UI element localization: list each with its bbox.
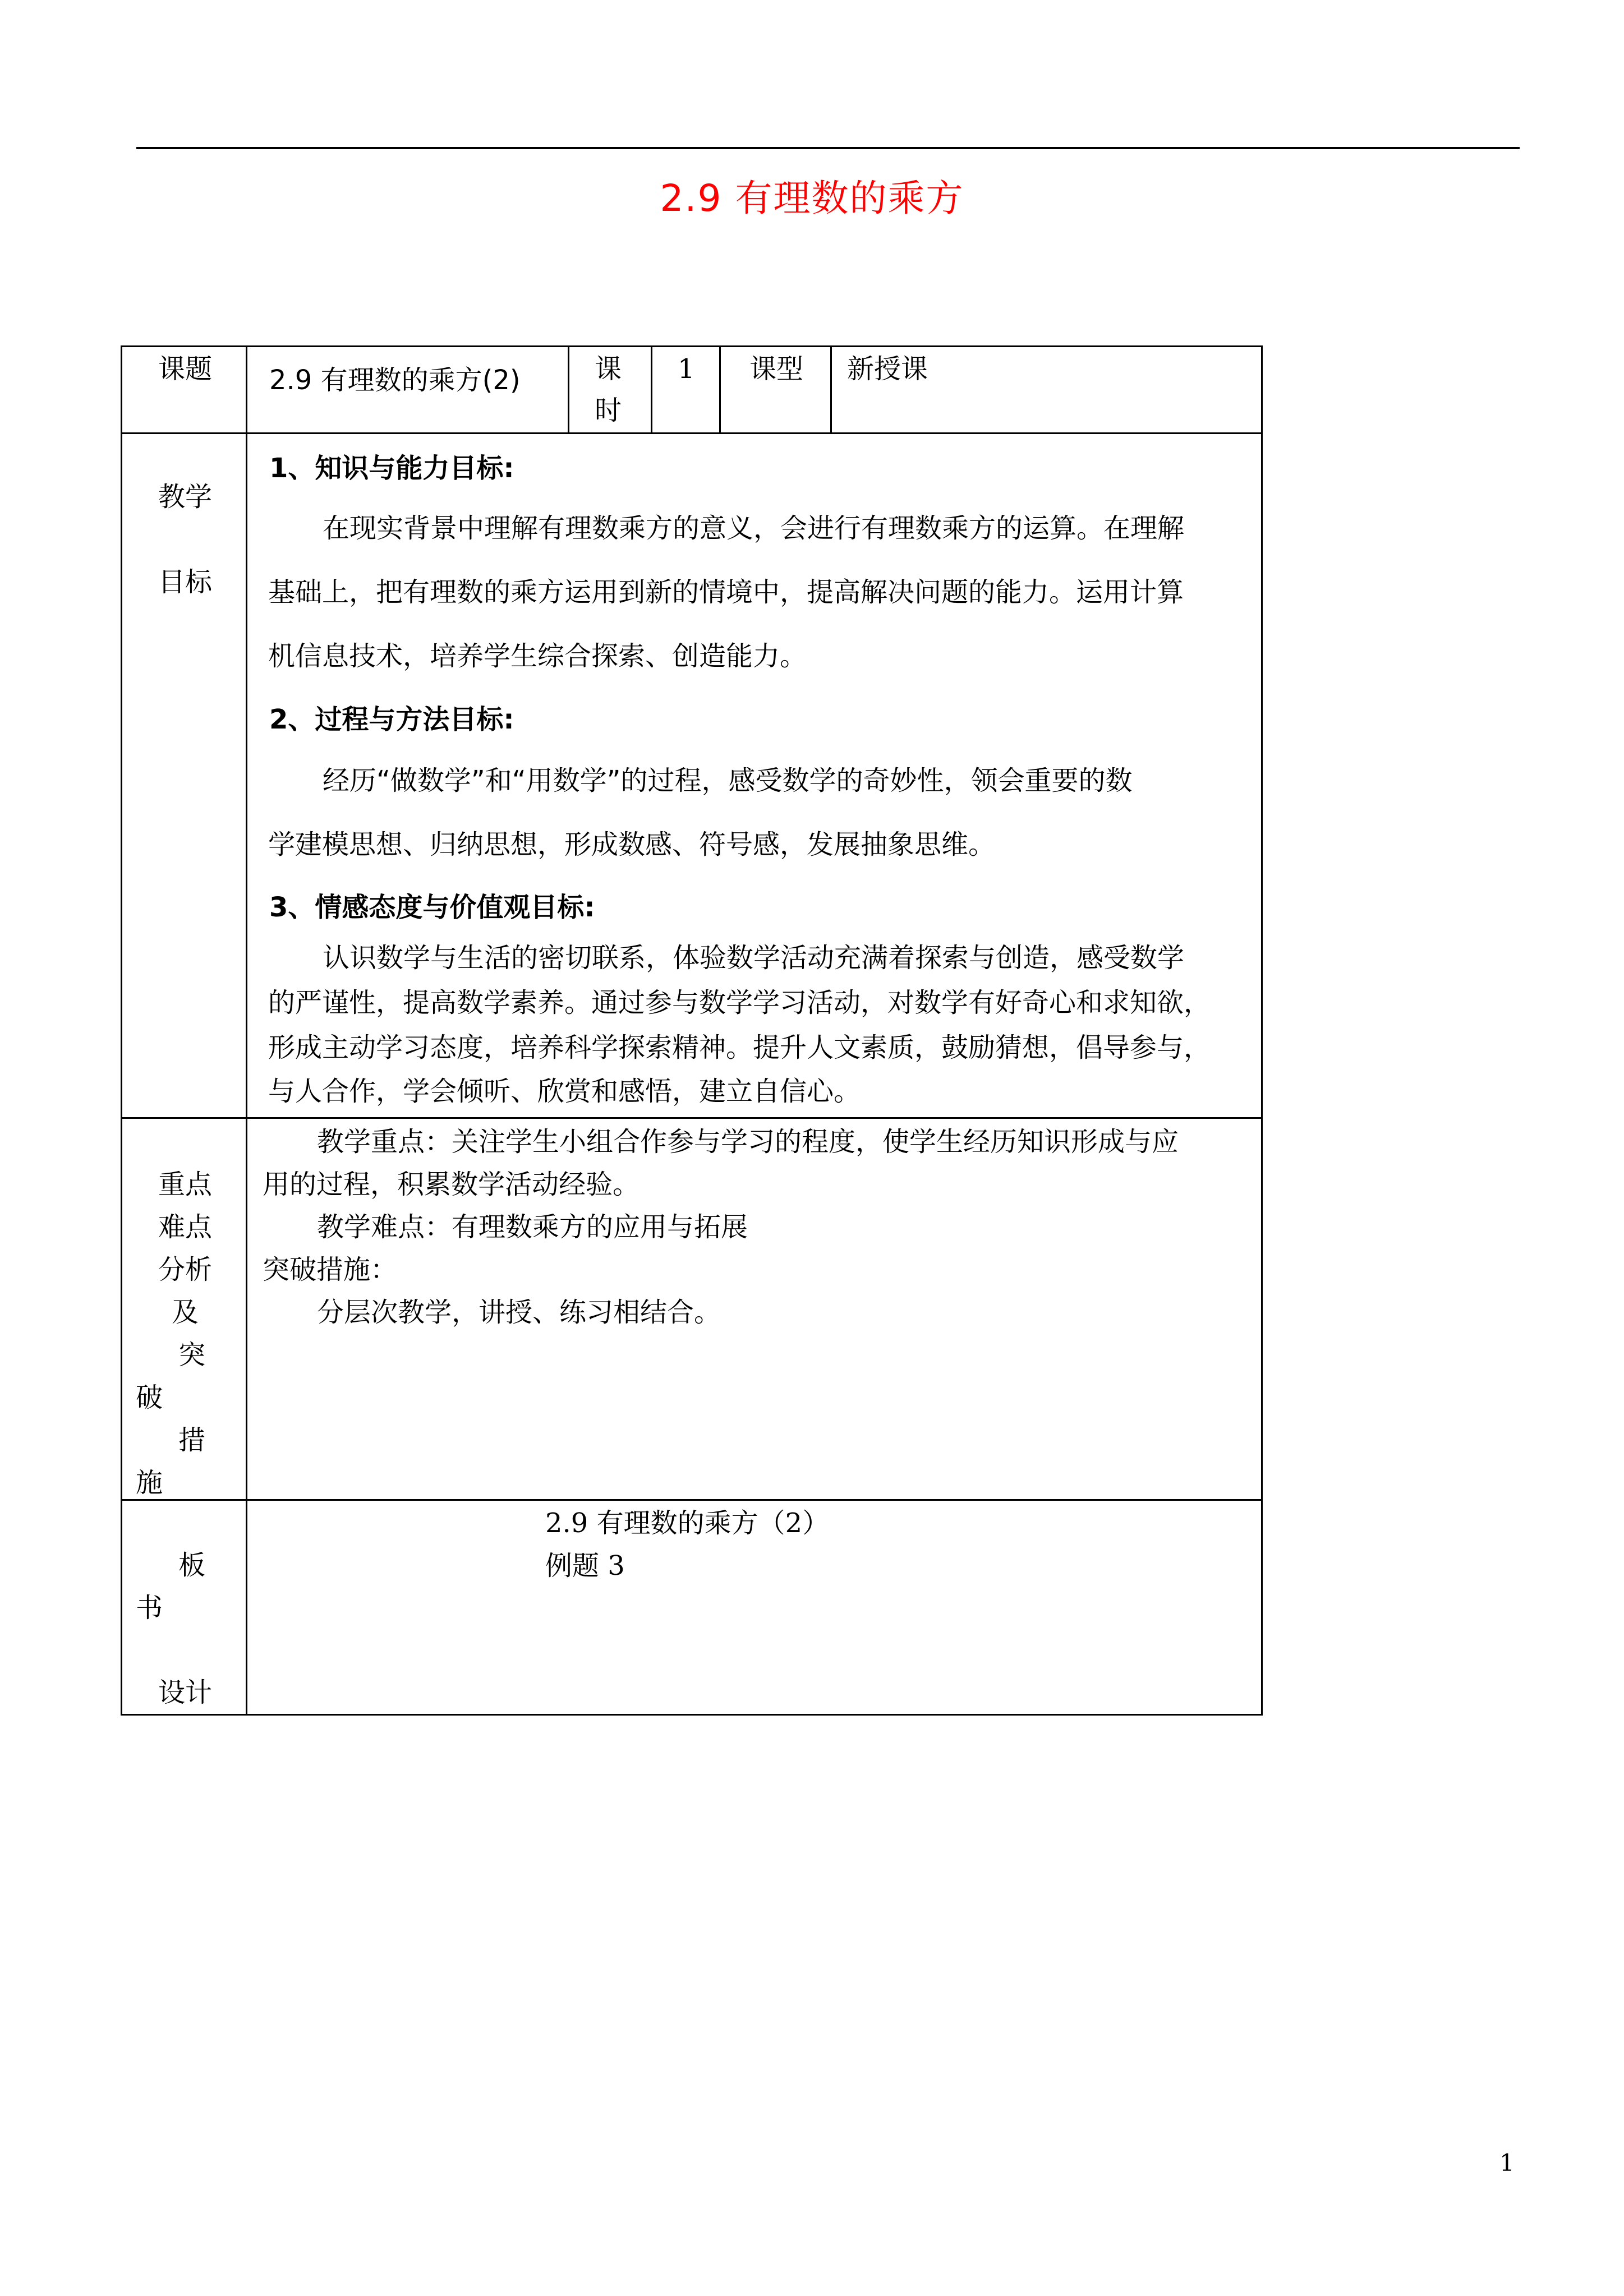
board-label-char: 书 <box>136 1592 163 1624</box>
objective-heading-attitude: 3、情感态度与价值观目标: <box>269 892 595 923</box>
objective-text-line: 的严谨性，提高数学素养。通过参与数学学习活动，对数学有好奇心和求知欲， <box>268 987 1211 1018</box>
header-rule <box>136 147 1520 149</box>
key-points-line: 教学重点：关注学生小组合作参与学习的程度，使学生经历知识形成与应 <box>317 1126 1179 1158</box>
objective-text-line: 认识数学与生活的密切联系，体验数学活动充满着探索与创造，感受数学 <box>323 942 1185 974</box>
key-label-char: 破 <box>136 1382 163 1413</box>
board-label-char: 板 <box>178 1550 206 1581</box>
key-label-char: 难点 <box>158 1211 213 1243</box>
objective-heading-process: 2、过程与方法目标: <box>269 704 514 735</box>
objectives-label-1: 教学 <box>158 481 213 513</box>
objective-heading-knowledge: 1、知识与能力目标: <box>269 453 514 484</box>
topic-value: 2.9 有理数的乘方(2) <box>269 365 521 396</box>
period-label-2: 时 <box>595 395 622 426</box>
key-label-char: 施 <box>136 1467 163 1499</box>
objective-text-line: 基础上，把有理数的乘方运用到新的情境中，提高解决问题的能力。运用计算 <box>268 577 1184 608</box>
topic-label: 课题 <box>158 353 213 385</box>
table-border-right <box>1261 345 1263 1716</box>
period-value: 1 <box>678 353 695 385</box>
page-title: 2.9 有理数的乘方 <box>660 177 964 220</box>
table-col-divider <box>246 345 247 1716</box>
objectives-label-2: 目标 <box>158 566 213 598</box>
table-col-divider <box>568 345 569 434</box>
objective-text-line: 机信息技术，培养学生综合探索、创造能力。 <box>268 640 807 672</box>
type-value: 新授课 <box>847 353 928 385</box>
board-line: 2.9 有理数的乘方（2） <box>545 1507 830 1539</box>
table-border-top <box>121 345 1263 347</box>
board-line: 例题 3 <box>545 1550 625 1582</box>
table-col-divider <box>651 345 652 434</box>
key-points-line: 分层次教学，讲授、练习相结合。 <box>317 1297 721 1328</box>
key-label-char: 重点 <box>158 1169 213 1200</box>
table-col-divider <box>830 345 832 434</box>
objective-text-line: 形成主动学习态度，培养科学探索精神。提升人文素质，鼓励猜想，倡导参与， <box>268 1032 1211 1063</box>
objective-text-line: 经历“做数学”和“用数学”的过程，感受数学的奇妙性，领会重要的数 <box>323 765 1133 796</box>
table-row-divider <box>121 1117 1263 1119</box>
table-row-divider <box>121 432 1263 434</box>
table-border-left <box>121 345 122 1716</box>
objective-text-line: 学建模思想、归纳思想，形成数感、符号感，发展抽象思维。 <box>268 829 996 860</box>
table-row-divider <box>121 1499 1263 1501</box>
key-points-line: 突破措施： <box>263 1254 398 1285</box>
type-label: 课型 <box>749 353 804 385</box>
key-label-char: 措 <box>178 1424 206 1456</box>
objective-text-line: 在现实背景中理解有理数乘方的意义，会进行有理数乘方的运算。在理解 <box>323 513 1185 544</box>
period-label-1: 课 <box>595 353 622 385</box>
key-label-char: 分析 <box>158 1254 213 1285</box>
key-label-char: 突 <box>178 1339 206 1371</box>
key-points-line: 教学难点：有理数乘方的应用与拓展 <box>317 1211 748 1243</box>
key-points-line: 用的过程，积累数学活动经验。 <box>263 1169 640 1200</box>
key-label-char: 及 <box>172 1297 199 1328</box>
page-number: 1 <box>1499 2149 1515 2177</box>
board-label-char: 设计 <box>158 1677 213 1708</box>
objective-text-line: 与人合作，学会倾听、欣赏和感悟，建立自信心。 <box>268 1076 861 1107</box>
table-border-bottom <box>121 1714 1263 1716</box>
table-col-divider <box>719 345 721 434</box>
